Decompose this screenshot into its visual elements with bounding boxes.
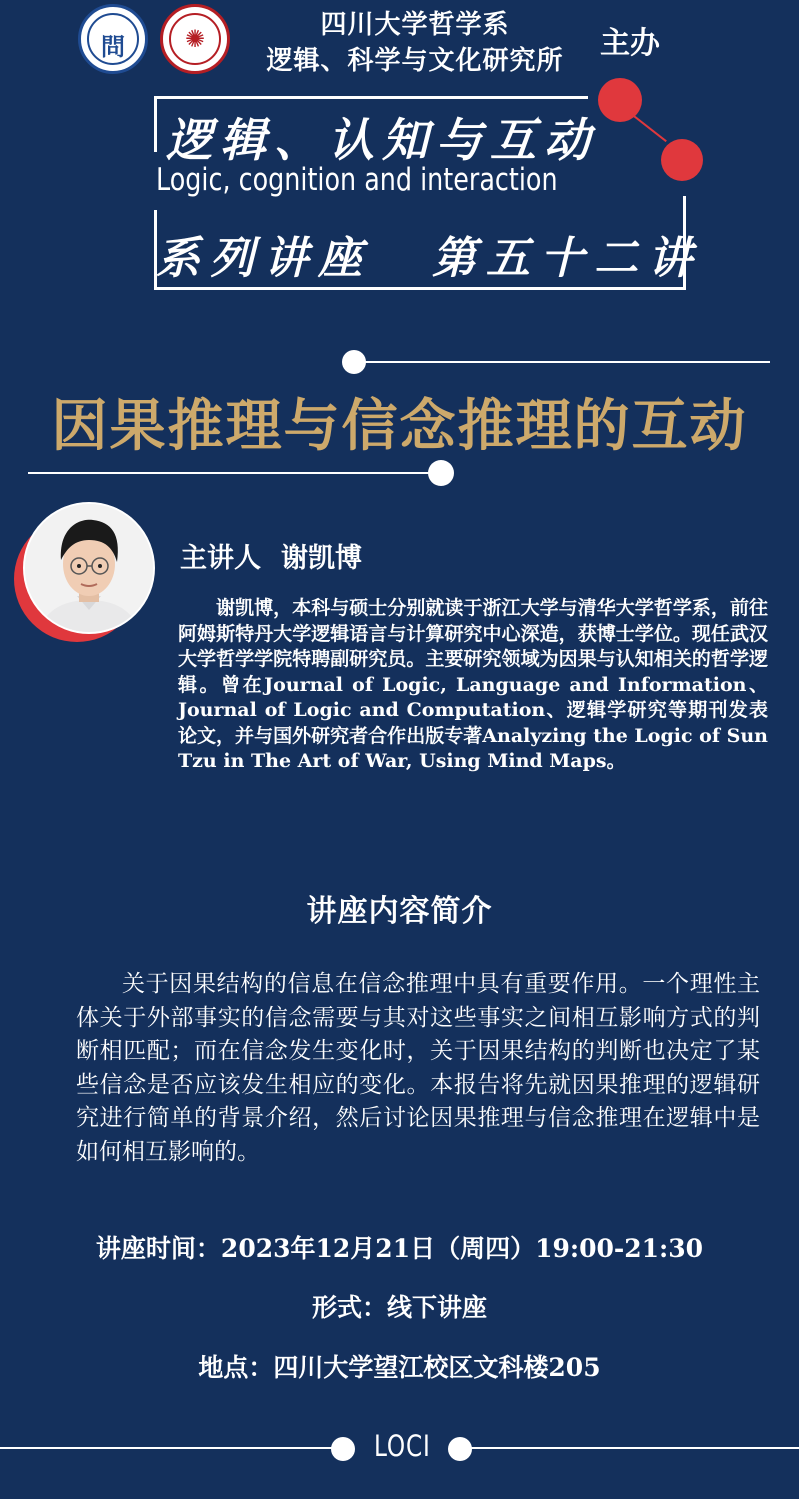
footer-brand: LOCI (374, 1429, 431, 1463)
frame-line (156, 96, 588, 99)
series-label: 系列讲座 (156, 233, 372, 284)
speaker-photo (25, 504, 153, 632)
divider-line (28, 472, 438, 474)
organizer-line-2: 逻辑、科学与文化研究所 (266, 46, 564, 76)
frame-line (154, 287, 686, 290)
abstract-title: 讲座内容简介 (306, 894, 493, 929)
logo-glyph: ✺ (184, 25, 206, 53)
footer-dot (448, 1437, 472, 1461)
lecture-time: 讲座时间：2023年12月21日（周四）19:00-21:30 (95, 1234, 704, 1263)
lecture-title: 因果推理与信念推理的互动 (51, 393, 748, 459)
institute-logo (160, 4, 230, 74)
abstract-text: 关于因果结构的信息在信念推理中具有重要作用。一个理性主体关于外部事实的信念需要与其对这些事实之间相互影响方式的判断相匹配；而在信念发生变化时，关于因果结构的判断也决定了某些信念是否应该发生相应的变化。本报告将先就因果推理的逻辑研究进行简单的背景介绍，然后讨论因果推理与信念推理在逻辑中是如何相互影响的。 (76, 971, 760, 1165)
speaker-bio: 谢凯博，本科与硕士分别就读于浙江大学与清华大学哲学系，前往阿姆斯特丹大学逻辑语言与计算研究中心深造，获博士学位。现任武汉大学哲学学院特聘副研究员。主要研究领域为因果与认知相关的哲学逻辑。曾在Journal of Logic, Language and Information、Journal of Logic and Computation、逻辑学研究等期刊发表论文，并与国外研究者合作出版专著Analyzing the Logic of Sun Tzu in The Art of War, Using Mind Maps。 (178, 597, 768, 772)
philosophy-dept-logo (78, 4, 148, 74)
logo-glyph: 問 (101, 32, 125, 61)
footer-line (462, 1447, 799, 1449)
arrow-decoration (629, 112, 666, 142)
lecture-format: 形式：线下讲座 (311, 1293, 487, 1322)
host-label: 主办 (600, 26, 660, 61)
speaker-label: 主讲人 (180, 543, 261, 574)
divider-line (362, 361, 770, 363)
organizer-line-1: 四川大学哲学系 (320, 10, 510, 40)
footer-line (0, 1447, 340, 1449)
red-dot-decoration (661, 139, 703, 181)
speaker-heading (180, 536, 362, 575)
series-title: 逻辑、认知与互动 (166, 113, 598, 167)
lecture-number: 第五十二讲 (432, 233, 702, 284)
series-title-english: Logic, cognition and interaction (156, 162, 558, 198)
speaker-portrait (23, 502, 155, 634)
dot-decoration (428, 460, 454, 486)
speaker-name: 谢凯博 (281, 543, 362, 574)
lecture-location: 地点：四川大学望江校区文科楼205 (198, 1353, 601, 1382)
footer-dot (331, 1437, 355, 1461)
frame-line (154, 96, 157, 152)
